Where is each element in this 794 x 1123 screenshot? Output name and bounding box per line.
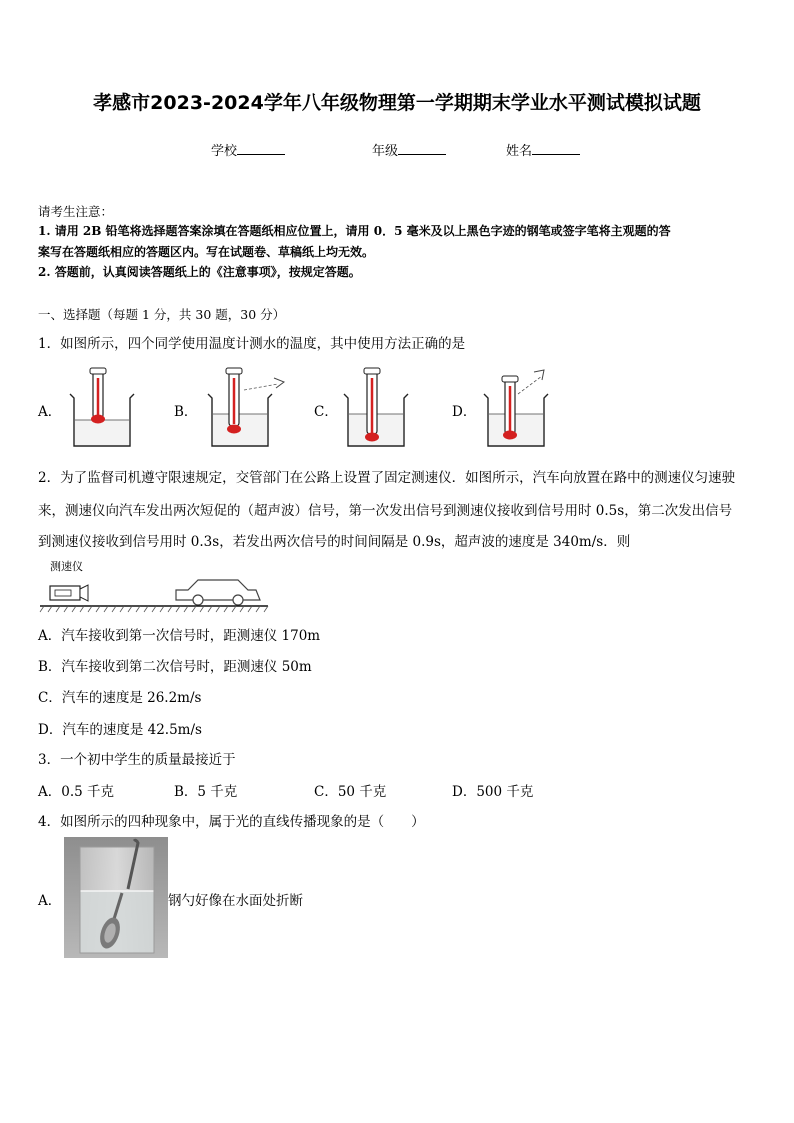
q1-option-a-label: A．: [38, 404, 62, 420]
q1-option-b-figure: [200, 364, 290, 450]
q1-option-b-label: B．: [174, 404, 198, 420]
q3-option-c: C．50 千克: [314, 784, 387, 800]
q2-option-d: D．汽车的速度是 42.5m/s: [38, 722, 202, 738]
q1-option-d-figure: [476, 364, 566, 450]
question-2-stem-line-2: 来，测速仪向汽车发出两次短促的（超声波）信号，第一次发出信号到测速仪接收到信号用时 0.5s，第二次发出信号: [38, 503, 733, 519]
name-label: 姓名: [506, 144, 533, 159]
section-heading: 一、选择题（每题 1 分，共 30 题，30 分）: [38, 307, 286, 322]
grade-field: [372, 140, 446, 159]
school-field: [211, 140, 285, 159]
q2-option-c: C．汽车的速度是 26.2m/s: [38, 690, 202, 706]
question-2-stem-line-3: 到测速仪接收到信号用时 0.3s，若发出两次信号的时间间隔是 0.9s，超声波的速度是 340m/s．则: [38, 534, 631, 550]
question-3-stem: 3．一个初中学生的质量最接近于: [38, 752, 236, 768]
grade-label: 年级: [372, 144, 399, 159]
name-field: [506, 140, 580, 159]
question-4-stem: 4．如图所示的四种现象中，属于光的直线传播现象的是（ ）: [38, 814, 425, 830]
q4-option-a-label: A．: [38, 893, 62, 909]
q2-option-a: A．汽车接收到第一次信号时，距测速仪 170m: [38, 628, 321, 644]
q1-option-c-label: C．: [314, 404, 338, 420]
q2-figure: [38, 556, 270, 614]
q3-option-d: D．500 千克: [452, 784, 534, 800]
q4-option-a-text: 钢勺好像在水面处折断: [168, 893, 303, 909]
notice-item-2: 2. 答题前，认真阅读答题纸上的《注意事项》，按规定答题。: [38, 265, 361, 279]
q1-option-c-figure: [336, 364, 416, 450]
school-label: 学校: [211, 144, 238, 159]
q1-option-a-figure: [62, 364, 142, 450]
notice-item-1-cont: 案写在答题纸相应的答题区内。写在试题卷、草稿纸上均无效。: [38, 245, 375, 259]
spoon-in-glass-photo: [64, 837, 168, 958]
q3-option-a: A．0.5 千克: [38, 784, 115, 800]
notice-heading: 请考生注意：: [38, 204, 114, 219]
question-2-stem-line-1: 2．为了监督司机遵守限速规定，交管部门在公路上设置了固定测速仪．如图所示，汽车向放置在路中的测速仪匀速驶: [38, 470, 736, 486]
q2-option-b: B．汽车接收到第二次信号时，距测速仪 50m: [38, 659, 312, 675]
q3-option-b: B．5 千克: [174, 784, 238, 800]
notice-item-1: 1. 请用 2B 铅笔将选择题答案涂填在答题纸相应位置上，请用 0．5 毫米及以上黑色字迹的钢笔或签字笔将主观题的答: [38, 224, 671, 238]
page-title: 孝感市2023-2024学年八年级物理第一学期期末学业水平测试模拟试题: [93, 92, 701, 114]
q1-option-d-label: D．: [452, 404, 477, 420]
speed-detector-diagram: [38, 556, 270, 614]
speed-detector-label: 测速仪: [50, 560, 83, 573]
question-1-stem: 1．如图所示，四个同学使用温度计测水的温度，其中使用方法正确的是: [38, 336, 466, 352]
